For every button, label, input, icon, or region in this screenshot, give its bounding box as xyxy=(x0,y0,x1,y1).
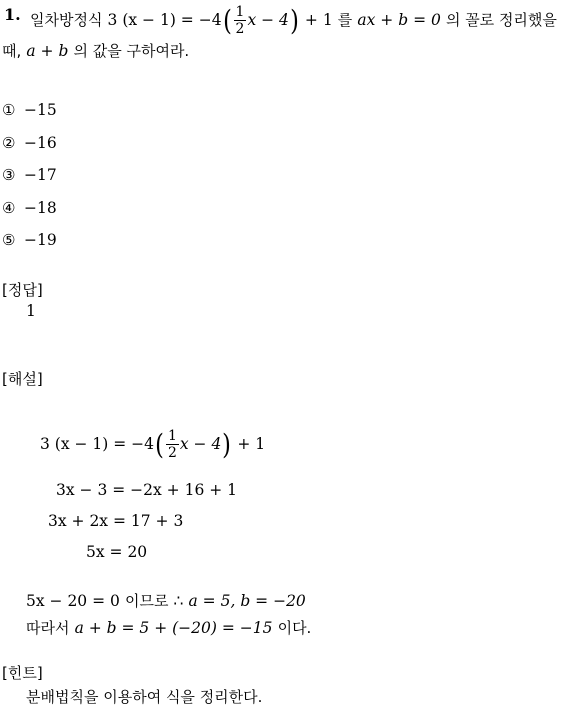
solution-equation-3: 3x + 2x = 17 + 3 xyxy=(48,512,184,530)
solution-text-1 xyxy=(26,590,306,611)
solution-t1-vals: a = 5, b = −20 xyxy=(188,592,306,610)
solution-label: [해설] xyxy=(2,370,43,388)
choice-2[interactable] xyxy=(2,133,57,152)
solution-eq1-left: 3 (x − 1) = −4 xyxy=(40,435,155,453)
question-form: ax + b = 0 xyxy=(357,11,441,29)
choice-marker: ⑤ xyxy=(2,231,16,249)
answer-label: [정답] xyxy=(2,281,43,299)
question-prefix: 일차방정식 xyxy=(30,11,103,29)
solution-t1-expr: 5x − 20 = 0 xyxy=(26,592,120,610)
question-line2-prefix: 때, xyxy=(2,42,22,60)
question-mid: 를 xyxy=(337,11,353,29)
choice-marker: ① xyxy=(2,101,16,119)
question-number: 1. xyxy=(4,5,21,24)
choice-value: −18 xyxy=(24,199,57,217)
question-line2-expr: a + b xyxy=(26,42,69,60)
right-paren: ) xyxy=(289,3,299,37)
left-paren: ( xyxy=(155,427,164,461)
solution-t2-prefix: 따라서 xyxy=(26,619,70,637)
right-paren: ) xyxy=(222,427,232,461)
choice-3[interactable] xyxy=(2,165,57,184)
question-line-2 xyxy=(2,40,189,61)
question-equation-left: 3 (x − 1) = −4 xyxy=(107,11,222,29)
choice-value: −19 xyxy=(24,231,57,249)
choice-marker: ④ xyxy=(2,199,16,217)
hint-label: [힌트] xyxy=(2,664,43,682)
choice-value: −16 xyxy=(24,134,57,152)
choice-4[interactable] xyxy=(2,198,57,217)
question-equation-right: + 1 xyxy=(304,11,333,29)
question-line-1 xyxy=(30,4,557,37)
solution-t2-suffix: 이다. xyxy=(277,619,312,637)
choice-1[interactable] xyxy=(2,100,57,119)
question-fraction-rest: x − 4 xyxy=(247,11,289,29)
solution-t2-expr: a + b = 5 + (−20) = −15 xyxy=(74,619,273,637)
question-fraction: $\frac{1}{2}$ xyxy=(235,4,245,37)
hint-text: 분배법칙을 이용하여 식을 정리한다. xyxy=(26,688,263,706)
solution-fraction: $\frac{1}{2}$ xyxy=(167,428,177,461)
therefore-symbol: ∴ xyxy=(173,592,184,610)
choice-marker: ③ xyxy=(2,166,16,184)
question-suffix: 의 꼴로 정리했을 xyxy=(445,11,557,29)
solution-equation-4: 5x = 20 xyxy=(86,543,148,561)
question-line2-suffix: 의 값을 구하여라. xyxy=(73,42,190,60)
choice-value: −17 xyxy=(24,166,57,184)
choice-5[interactable] xyxy=(2,230,57,249)
solution-equation-2: 3x − 3 = −2x + 16 + 1 xyxy=(56,481,238,499)
choice-marker: ② xyxy=(2,134,16,152)
choice-value: −15 xyxy=(24,101,57,119)
solution-t1-mid: 이므로 xyxy=(124,592,169,610)
left-paren: ( xyxy=(222,3,232,37)
solution-text-2 xyxy=(26,617,311,638)
solution-eq1-right: + 1 xyxy=(237,435,266,453)
solution-fraction-rest: x − 4 xyxy=(179,435,222,453)
answer-value: 1 xyxy=(26,302,36,320)
solution-equation-1 xyxy=(40,428,265,461)
